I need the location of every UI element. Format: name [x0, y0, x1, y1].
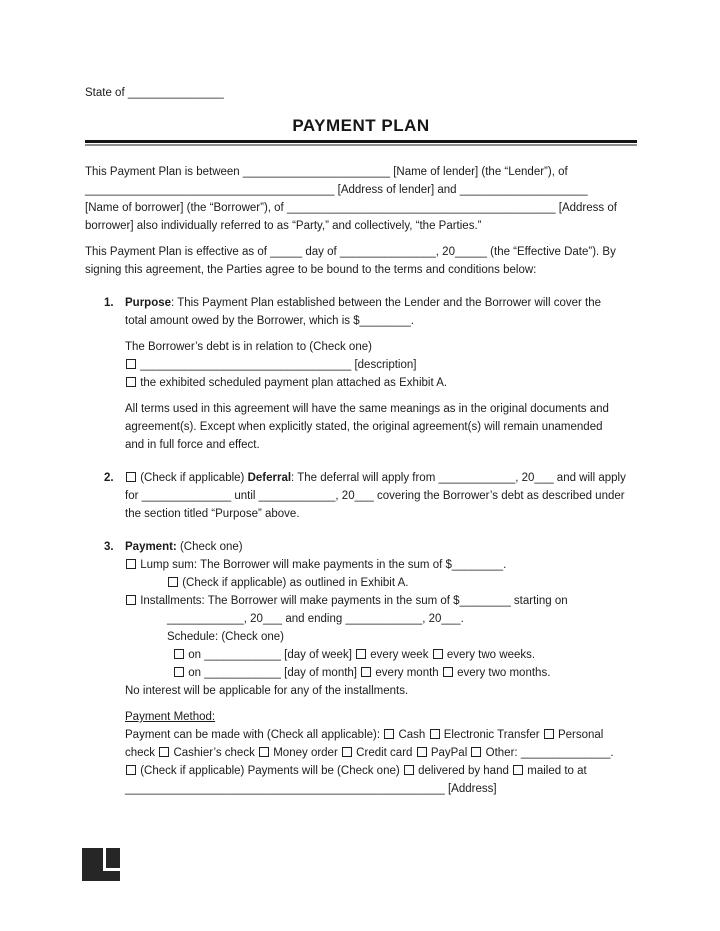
effective-year-blank[interactable]: _____	[454, 246, 487, 258]
text-segment: borrower] also individually referred to as “Party,” and collectively, “the Parties.”	[85, 220, 482, 232]
text-segment: Payment:	[125, 541, 177, 553]
start-year-blank[interactable]: ___	[262, 613, 283, 625]
every-two-months-checkbox[interactable]	[443, 667, 453, 677]
deferral-duration-blank[interactable]: ______________	[141, 490, 232, 502]
lump-sum-line	[85, 556, 637, 574]
lender-address-blank[interactable]: _______________________________________	[85, 184, 335, 196]
logo-l-horizontal	[103, 868, 120, 871]
text-segment: [Name of borrower] (the “Borrower”), of	[85, 202, 287, 214]
text-segment: .	[610, 747, 614, 759]
text-segment: every two months.	[453, 667, 551, 679]
text-segment: [day of month]	[280, 667, 361, 679]
text-segment: day of	[302, 246, 340, 258]
intro-line	[85, 181, 637, 199]
text-segment: (the “Effective Date”). By	[486, 246, 616, 258]
schedule-heading-line	[85, 628, 637, 646]
text-segment: signing this agreement, the Parties agree to be bound to the terms and conditions below:	[85, 264, 537, 276]
deferral-section-line	[85, 505, 637, 523]
terms-line	[85, 418, 637, 436]
personal-check-checkbox[interactable]	[544, 729, 554, 739]
text-segment: , 20	[243, 613, 263, 625]
title-rule-gray	[85, 144, 637, 146]
text-segment: the section titled “Purpose” above.	[125, 508, 300, 520]
text-segment: , 20	[435, 246, 455, 258]
lump-sum-exhibit-line	[85, 574, 637, 592]
lump-sum-amount-blank[interactable]: ________	[451, 559, 504, 571]
installments-checkbox[interactable]	[126, 595, 136, 605]
text-segment: This Payment Plan is between	[85, 166, 243, 178]
deferral-section-line	[85, 487, 637, 505]
text-segment: mailed to at	[524, 765, 587, 777]
terms-line	[85, 436, 637, 454]
text-segment: every two weeks.	[443, 649, 536, 661]
description-checkbox[interactable]	[126, 359, 136, 369]
text-segment: All terms used in this agreement will have the same meanings as in the original documents and	[125, 403, 609, 415]
page-title: PAYMENT PLAN	[292, 116, 430, 135]
end-date-blank[interactable]: ____________	[345, 613, 423, 625]
text-segment: (Check if applicable)	[137, 472, 248, 484]
text-segment: (Check one)	[176, 541, 243, 553]
deferral-until-date-blank[interactable]: ____________	[258, 490, 336, 502]
text-segment: No interest will be applicable for any of the installments.	[125, 685, 409, 697]
text-segment: Schedule: (Check one)	[167, 631, 284, 643]
payment-method-heading	[85, 708, 637, 726]
list-number: 1.	[104, 297, 114, 309]
deferral-checkbox[interactable]	[126, 472, 136, 482]
every-two-weeks-checkbox[interactable]	[433, 649, 443, 659]
effective-day-blank[interactable]: _____	[270, 246, 303, 258]
effective-date-line	[85, 261, 637, 279]
text-segment: : This Payment Plan established between the Lender and the Borrower will cover the	[171, 297, 602, 309]
text-segment: The Borrower’s debt is in relation to (Check one)	[125, 341, 372, 353]
week-day-blank[interactable]: ____________	[204, 649, 281, 661]
text-segment: and ending	[282, 613, 346, 625]
other-method-checkbox[interactable]	[471, 747, 481, 757]
borrower-address-blank[interactable]: __________________________________________	[286, 202, 556, 214]
end-year-blank[interactable]: ___	[441, 613, 461, 625]
other-method-blank[interactable]: ______________	[520, 747, 611, 759]
deferral-until-year-blank[interactable]: ___	[354, 490, 374, 502]
text-segment: .	[410, 315, 414, 327]
mailed-checkbox[interactable]	[513, 765, 523, 775]
document-content	[85, 84, 637, 798]
effective-month-blank[interactable]: _______________	[339, 246, 436, 258]
effective-date-line	[85, 243, 637, 261]
text-segment: every week	[367, 649, 432, 661]
text-segment: Deferral	[247, 472, 292, 484]
installments-line	[85, 592, 637, 610]
text-segment: Credit card	[352, 747, 416, 759]
intro-line	[85, 163, 637, 181]
debt-relation-line	[85, 338, 637, 356]
payment-method-line	[85, 744, 637, 762]
text-segment: the exhibited scheduled payment plan attached as Exhibit A.	[137, 377, 448, 389]
state-blank[interactable]: _______________	[127, 87, 224, 99]
delivered-by-hand-checkbox[interactable]	[404, 765, 414, 775]
text-segment: total amount owed by the Borrower, which is $	[125, 315, 360, 327]
text-segment: Electronic Transfer	[440, 729, 543, 741]
text-segment: Money order	[270, 747, 341, 759]
text-segment: starting on	[510, 595, 568, 607]
lump-sum-exhibit-checkbox[interactable]	[168, 577, 178, 587]
text-segment: Personal	[554, 729, 604, 741]
weekly-schedule-line	[85, 646, 637, 664]
delivery-address-line	[85, 780, 637, 798]
day-of-week-checkbox[interactable]	[174, 649, 184, 659]
deferral-from-date-blank[interactable]: ____________	[438, 472, 516, 484]
text-segment: (Check if applicable) as outlined in Exhibit A.	[179, 577, 409, 589]
title-rule-dark	[85, 140, 637, 143]
text-segment: Payment Method:	[125, 711, 216, 723]
legaltemplates-logo-icon	[82, 848, 120, 881]
purpose-section-line	[85, 312, 637, 330]
cashiers-check-checkbox[interactable]	[159, 747, 169, 757]
terms-line	[85, 400, 637, 418]
text-segment: , 20	[422, 613, 442, 625]
text-segment: and in full force and effect.	[125, 439, 260, 451]
text-segment: PayPal	[427, 747, 471, 759]
text-segment: on	[185, 649, 205, 661]
month-day-blank[interactable]: ____________	[204, 667, 281, 679]
start-date-blank[interactable]: ____________	[167, 613, 244, 625]
delivery-line	[85, 762, 637, 780]
installments-line	[85, 610, 637, 628]
text-segment: covering the Borrower’s debt as described under	[373, 490, 625, 502]
total-amount-blank[interactable]: ________	[359, 315, 411, 327]
text-segment: Payment can be made with (Check all applicable):	[125, 729, 384, 741]
text-segment: until	[231, 490, 259, 502]
text-segment: Lump sum: The Borrower will make payments in the sum of $	[137, 559, 452, 571]
text-segment: [description]	[351, 359, 417, 371]
intro-line	[85, 199, 637, 217]
text-segment: [Address]	[444, 783, 497, 795]
mailing-address-blank[interactable]: __________________________________________________	[125, 783, 445, 795]
text-segment: , 20	[335, 490, 355, 502]
text-segment: delivered by hand	[414, 765, 513, 777]
every-month-checkbox[interactable]	[361, 667, 371, 677]
delivery-applicable-checkbox[interactable]	[126, 765, 136, 775]
credit-card-checkbox[interactable]	[342, 747, 352, 757]
purpose-section-line	[85, 294, 637, 312]
title-rule	[85, 140, 637, 148]
description-blank[interactable]: _________________________________	[140, 359, 352, 371]
cash-checkbox[interactable]	[384, 729, 394, 739]
payment-section-line	[85, 538, 637, 556]
borrower-name-blank[interactable]: ____________________	[459, 184, 588, 196]
deferral-section-line	[85, 469, 637, 487]
text-segment: for	[125, 490, 142, 502]
installment-amount-blank[interactable]: ________	[459, 595, 511, 607]
debt-description-line	[85, 356, 637, 374]
state-of-line	[85, 84, 637, 102]
intro-line	[85, 217, 637, 235]
text-segment: [day of week]	[280, 649, 356, 661]
day-of-month-checkbox[interactable]	[174, 667, 184, 677]
text-segment: [Name of lender] (the “Lender”), of	[390, 166, 568, 178]
money-order-checkbox[interactable]	[259, 747, 269, 757]
text-segment: This Payment Plan is effective as of	[85, 246, 271, 258]
text-segment: .	[503, 559, 507, 571]
document-body	[85, 163, 637, 798]
no-interest-line	[85, 682, 637, 700]
text-segment: [Address of lender] and	[334, 184, 460, 196]
exhibit-option-line	[85, 374, 637, 392]
text-segment: and will apply	[553, 472, 626, 484]
monthly-schedule-line	[85, 664, 637, 682]
text-segment: check	[125, 747, 159, 759]
every-week-checkbox[interactable]	[356, 649, 366, 659]
lump-sum-checkbox[interactable]	[126, 559, 136, 569]
text-segment: Cash	[395, 729, 429, 741]
text-segment: Other:	[482, 747, 521, 759]
text-segment: on	[185, 667, 205, 679]
payment-method-line	[85, 726, 637, 744]
list-number: 3.	[104, 541, 114, 553]
text-segment: agreement(s). Except when explicitly stated, the original agreement(s) will remain unamended	[125, 421, 603, 433]
text-segment: Cashier’s check	[170, 747, 259, 759]
exhibit-a-checkbox[interactable]	[126, 377, 136, 387]
state-of-label: State of	[85, 87, 128, 99]
text-segment: (Check if applicable) Payments will be (Check one)	[137, 765, 403, 777]
paypal-checkbox[interactable]	[417, 747, 427, 757]
text-segment: .	[460, 613, 464, 625]
list-number: 2.	[104, 472, 114, 484]
text-segment: [Address of	[555, 202, 617, 214]
lender-name-blank[interactable]: _______________________	[242, 166, 390, 178]
electronic-transfer-checkbox[interactable]	[430, 729, 440, 739]
text-segment: Installments: The Borrower will make payments in the sum of $	[137, 595, 460, 607]
text-segment: , 20	[515, 472, 535, 484]
text-segment: every month	[372, 667, 442, 679]
text-segment: : The deferral will apply from	[291, 472, 439, 484]
text-segment: Purpose	[125, 297, 172, 309]
deferral-from-year-blank[interactable]: ___	[534, 472, 554, 484]
